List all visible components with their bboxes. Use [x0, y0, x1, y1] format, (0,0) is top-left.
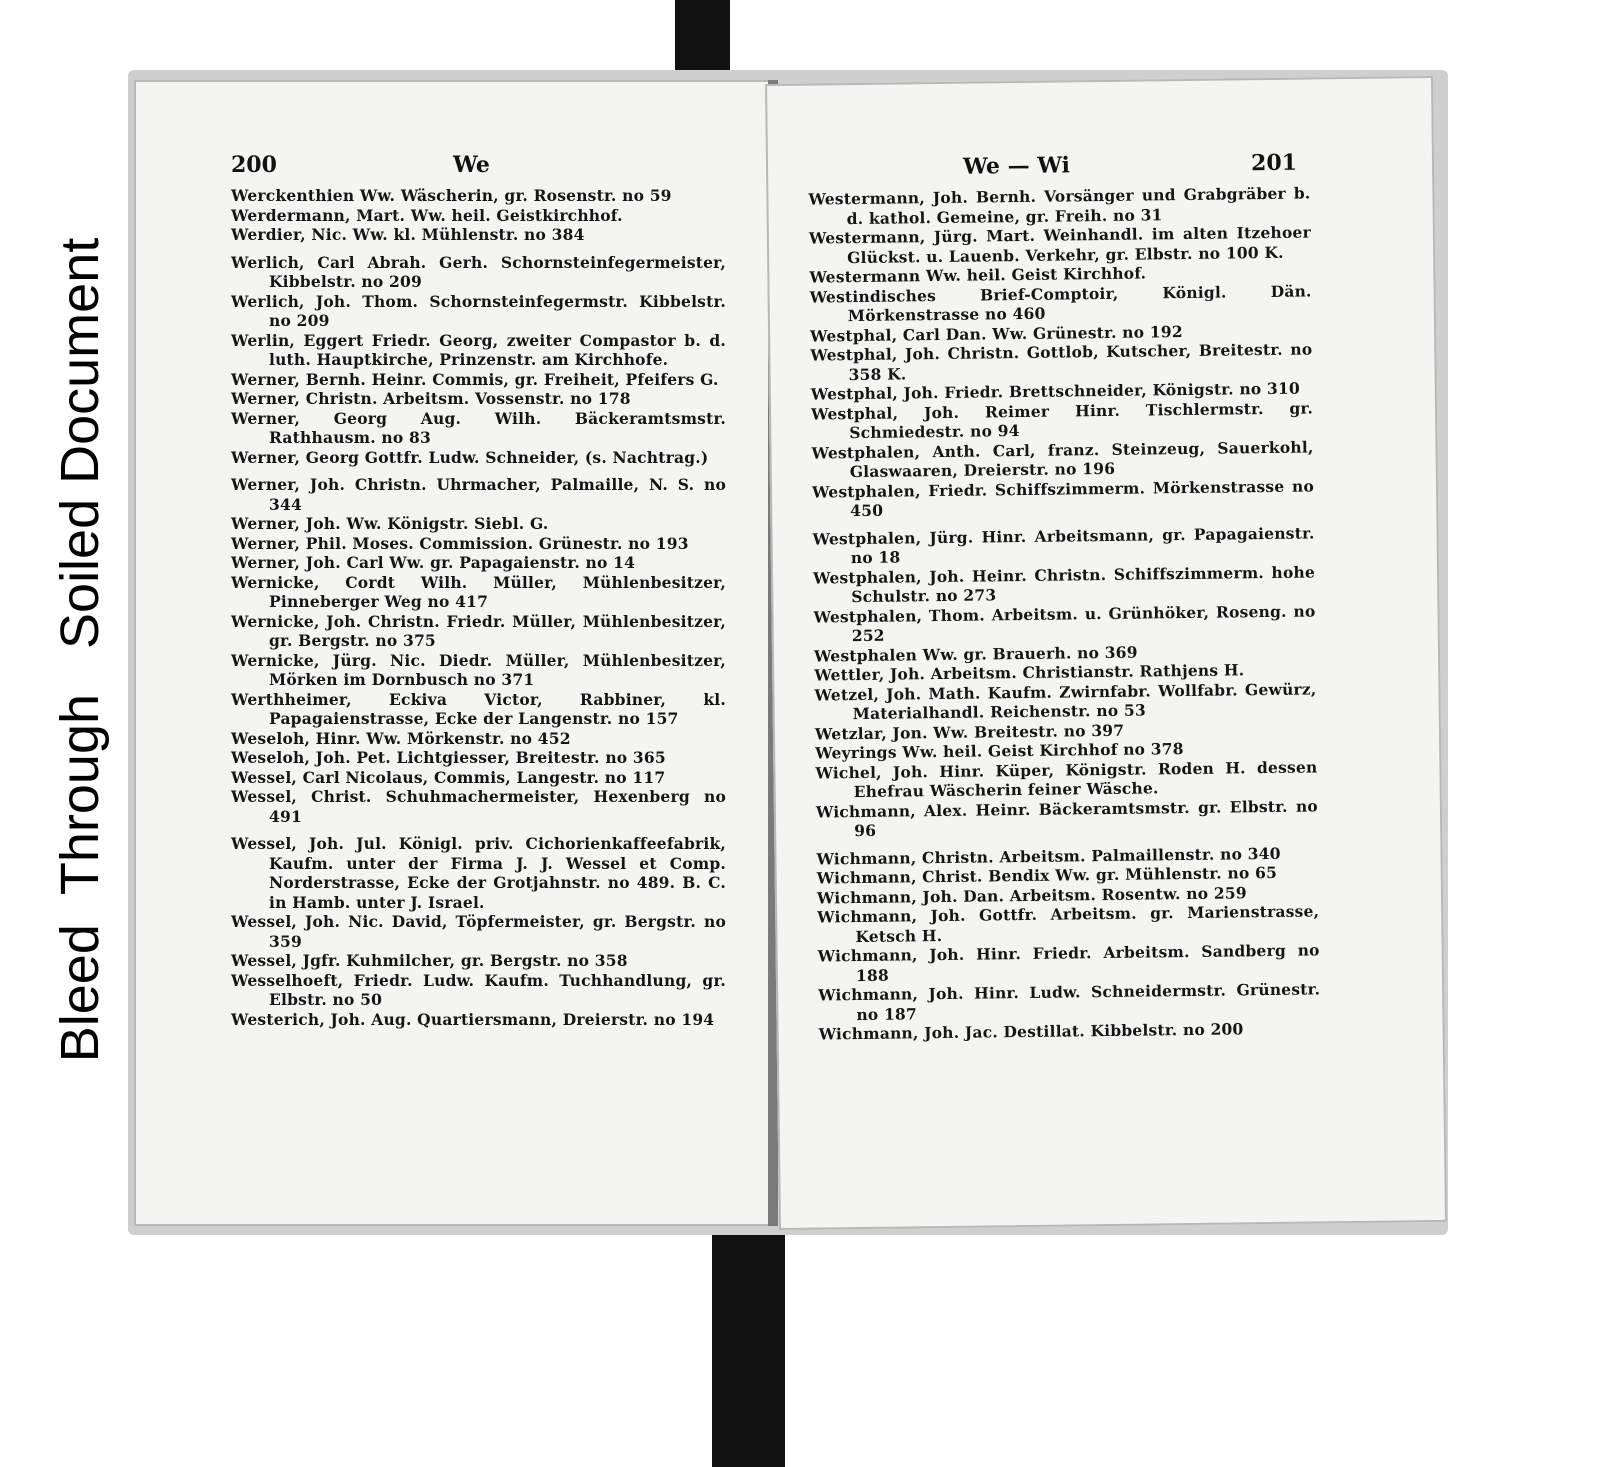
list-item: Werlich, Joh. Thom. Schornsteinfegermstr. Kibbelstr. no 209 [231, 291, 726, 330]
list-item: Westphalen Ww. gr. Brauerh. no 369 [813, 642, 1138, 666]
list-item: Wesselhoeft, Friedr. Ludw. Kaufm. Tuchhandlung, gr. Elbstr. no 50 [231, 970, 726, 1009]
list-item: Westphalen, Friedr. Schiffszimmerm. Mörkenstrasse no 450 [811, 475, 1315, 521]
list-item: Werdier, Nic. Ww. kl. Mühlenstr. no 384 [231, 225, 585, 244]
list-item: Wessel, Joh. Jul. Königl. priv. Cichorienkaffeefabrik, Kaufm. unter der Firma J. J. Wessel et Comp. Norderstrasse, Ecke der Grotjahnstr. no 489. B. C. in Hamb. unter J. Israel. [231, 834, 726, 912]
list-item: Werner, Christn. Arbeitsm. Vossenstr. no 178 [231, 389, 631, 408]
list-item: Werlin, Eggert Friedr. Georg, zweiter Compastor b. d. luth. Hauptkirche, Prinzenstr. am Kirchhofe. [231, 330, 726, 369]
list-item: Wetzel, Joh. Math. Kaufm. Zwirnfabr. Wollfabr. Gewürz, Materialhandl. Reichenstr. no 53 [814, 678, 1317, 724]
stamp-text: Bleed Through Soiled Document [50, 237, 110, 1063]
list-item: Wernicke, Jürg. Nic. Diedr. Müller, Mühlenbesitzer, Mörken im Dornbusch no 371 [231, 650, 726, 689]
list-item: Westphalen, Thom. Arbeitsm. u. Grünhöker, Roseng. no 252 [813, 600, 1316, 646]
list-item: Wichel, Joh. Hinr. Küper, Königstr. Roden H. dessen Ehefrau Wäscherin feiner Wäsche. [815, 756, 1318, 802]
left-entries-list [231, 186, 726, 1029]
right-page-header [803, 150, 1297, 186]
list-item: Werner, Georg Gottfr. Ludw. Schneider, (s. Nachtrag.) [231, 447, 709, 467]
list-item: Westindisches Brief-Comptoir, Königl. Dän. Mörkenstrasse no 460 [809, 280, 1312, 326]
right-page [765, 76, 1447, 1230]
list-item: Wichmann, Joh. Hinr. Friedr. Arbeitsm. Sandberg no 188 [817, 940, 1320, 985]
list-item: Werckenthien Ww. Wäscherin, gr. Rosenstr. no 59 [231, 186, 672, 205]
book-spine-bottom [712, 1226, 785, 1467]
list-item: Wessel, Christ. Schuhmachermeister, Hexenberg no 491 [231, 787, 726, 826]
list-item: Wichmann, Christn. Arbeitsm. Palmaillenstr. no 340 [816, 843, 1281, 869]
list-item: Wernicke, Joh. Christn. Friedr. Müller, Mühlenbesitzer, gr. Bergstr. no 375 [231, 611, 726, 650]
list-item: Westphal, Joh. Friedr. Brettschneider, Königstr. no 310 [810, 378, 1301, 404]
bleed-through-stamp [50, 140, 110, 1160]
list-item: Westphal, Joh. Reimer Hinr. Tischlermstr. gr. Schmiedestr. no 94 [810, 397, 1314, 443]
left-page-number: 200 [231, 152, 277, 178]
list-item: Werner, Phil. Moses. Commission. Grünestr. no 193 [231, 533, 689, 553]
list-item: Westerich, Joh. Aug. Quartiersmann, Dreierstr. no 194 [231, 1009, 715, 1029]
list-item: Wichmann, Christ. Bendix Ww. gr. Mühlenstr. no 65 [816, 862, 1278, 888]
list-item: Westphal, Joh. Christn. Gottlob, Kutscher, Breitestr. no 358 K. [810, 339, 1313, 384]
list-item: Wichmann, Joh. Gottfr. Arbeitsm. gr. Marienstrasse, Ketsch H. [817, 901, 1320, 946]
list-item: Wessel, Jgfr. Kuhmilcher, gr. Bergstr. no 358 [231, 951, 628, 970]
left-page [134, 80, 774, 1226]
list-item: Werthheimer, Eckiva Victor, Rabbiner, kl. Papagaienstrasse, Ecke der Langenstr. no 157 [231, 689, 726, 728]
list-item: Werdermann, Mart. Ww. heil. Geistkirchhof. [231, 205, 623, 225]
left-page-header [231, 152, 732, 182]
list-item: Wichmann, Alex. Heinr. Bäckeramtsmstr. gr. Elbstr. no 96 [815, 795, 1318, 841]
list-item: Werner, Georg Aug. Wilh. Bäckeramtsmstr. Rathhausm. no 83 [231, 408, 726, 447]
list-item: Wernicke, Cordt Wilh. Müller, Mühlenbesitzer, Pinneberger Weg no 417 [231, 572, 726, 611]
right-entries-list [808, 183, 1320, 1044]
list-item: Wetzlar, Jon. Ww. Breitestr. no 397 [814, 720, 1125, 744]
list-item: Wettler, Joh. Arbeitsm. Christianstr. Rathjens H. [814, 660, 1245, 685]
list-item: Weyrings Ww. heil. Geist Kirchhof no 378 [815, 739, 1184, 763]
right-running-head: We — Wi [962, 152, 1071, 180]
list-item: Wichmann, Joh. Dan. Arbeitsm. Rosentw. no 259 [816, 882, 1247, 908]
list-item: Westphalen, Anth. Carl, franz. Steinzeug, Sauerkohl, Glaswaaren, Dreierstr. no 196 [811, 436, 1314, 482]
list-item: Wichmann, Joh. Jac. Destillat. Kibbelstr. no 200 [818, 1019, 1244, 1044]
list-item: Westermann Ww. heil. Geist Kirchhof. [809, 263, 1147, 287]
list-item: Werlich, Carl Abrah. Gerh. Schornsteinfegermeister, Kibbelstr. no 209 [231, 252, 726, 291]
list-item: Wessel, Carl Nicolaus, Commis, Langestr. no 117 [231, 767, 666, 787]
list-item: Weseloh, Hinr. Ww. Mörkenstr. no 452 [231, 728, 571, 748]
list-item: Westermann, Jürg. Mart. Weinhandl. im alten Itzehoer Glückst. u. Lauenb. Verkehr, gr. Elbstr. no 100 K. [808, 222, 1311, 267]
right-page-number: 201 [1250, 149, 1298, 177]
list-item: Weseloh, Joh. Pet. Lichtgiesser, Breitestr. no 365 [231, 748, 666, 767]
list-item: Westphal, Carl Dan. Ww. Grünestr. no 192 [809, 321, 1183, 346]
list-item: Westphalen, Joh. Heinr. Christn. Schiffszimmerm. hohe Schulstr. no 273 [812, 561, 1316, 607]
list-item: Werner, Joh. Ww. Königstr. Siebl. G. [231, 514, 549, 533]
list-item: Westphalen, Jürg. Hinr. Arbeitsmann, gr. Papagaienstr. no 18 [812, 522, 1315, 568]
list-item: Wichmann, Joh. Hinr. Ludw. Schneidermstr. Grünestr. no 187 [818, 979, 1321, 1024]
list-item: Werner, Bernh. Heinr. Commis, gr. Freiheit, Pfeifers G. [231, 369, 719, 389]
list-item: Werner, Joh. Carl Ww. gr. Papagaienstr. no 14 [231, 553, 636, 572]
left-running-head: We [453, 152, 490, 178]
list-item: Werner, Joh. Christn. Uhrmacher, Palmaille, N. S. no 344 [231, 475, 726, 514]
list-item: Westermann, Joh. Bernh. Vorsänger und Grabgräber b. d. kathol. Gemeine, gr. Freih. no 31 [808, 183, 1311, 228]
list-item: Wessel, Joh. Nic. David, Töpfermeister, gr. Bergstr. no 359 [231, 912, 726, 951]
